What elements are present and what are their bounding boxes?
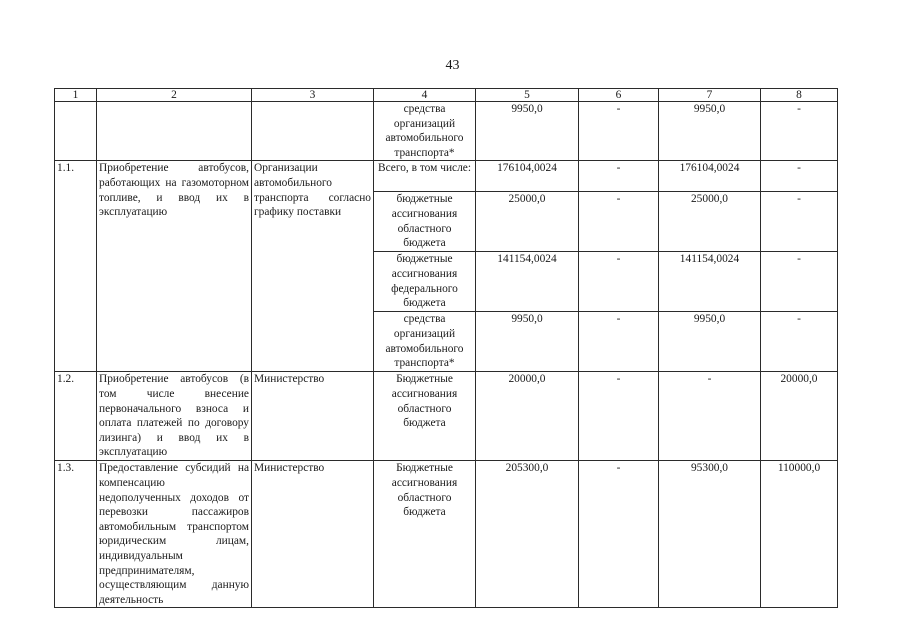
table-row	[55, 161, 838, 192]
cell-col6: -	[579, 161, 659, 192]
cell-source: бюджетные ассигнования областного бюджета	[374, 192, 476, 252]
cell-executor: Министерство	[252, 461, 374, 608]
cell-num: 1.2.	[55, 372, 97, 461]
column-number: 4	[374, 89, 476, 102]
cell-name	[97, 102, 252, 161]
cell-col7: 176104,0024	[659, 161, 761, 192]
cell-col7: 25000,0	[659, 192, 761, 252]
cell-col6: -	[579, 372, 659, 461]
cell-col7: 141154,0024	[659, 252, 761, 312]
cell-col8: -	[761, 161, 838, 192]
cell-col7: 9950,0	[659, 102, 761, 161]
cell-col6: -	[579, 312, 659, 372]
page-number: 43	[445, 58, 460, 73]
cell-total: 176104,0024	[476, 161, 579, 192]
column-number: 5	[476, 89, 579, 102]
cell-executor: Министерство	[252, 372, 374, 461]
table-row	[55, 461, 838, 608]
cell-col8: -	[761, 312, 838, 372]
column-number-row	[55, 89, 838, 102]
cell-source: средства организаций автомобильного транспорта*	[374, 312, 476, 372]
cell-col8: -	[761, 192, 838, 252]
cell-total: 205300,0	[476, 461, 579, 608]
cell-source: бюджетные ассигнования федерального бюджета	[374, 252, 476, 312]
column-number: 8	[761, 89, 838, 102]
column-number: 2	[97, 89, 252, 102]
column-number: 6	[579, 89, 659, 102]
cell-source: Бюджетные ассигнования областного бюджета	[374, 461, 476, 608]
column-number: 1	[55, 89, 97, 102]
cell-source: Всего, в том числе:	[374, 161, 476, 192]
cell-name: Предоставление субсидий на компенсацию недополученных доходов от перевозки пассажиров автомобильным транспортом юридическим лицам, индивидуальным предпринимателям, осуществляющим данную деятельность	[97, 461, 252, 608]
cell-col8: 20000,0	[761, 372, 838, 461]
cell-name: Приобретение автобусов, работающих на газомоторном топливе, и ввод их в эксплуатацию	[97, 161, 252, 372]
cell-source: средства организаций автомобильного транспорта*	[374, 102, 476, 161]
column-number: 3	[252, 89, 374, 102]
program-table	[54, 88, 838, 608]
cell-total: 141154,0024	[476, 252, 579, 312]
cell-col6: -	[579, 192, 659, 252]
cell-num: 1.3.	[55, 461, 97, 608]
cell-executor	[252, 102, 374, 161]
cell-col8: -	[761, 102, 838, 161]
cell-col6: -	[579, 252, 659, 312]
cell-num: 1.1.	[55, 161, 97, 372]
cell-total: 20000,0	[476, 372, 579, 461]
cell-col6: -	[579, 102, 659, 161]
table-row	[55, 102, 838, 161]
cell-source: Бюджетные ассигнования областного бюджета	[374, 372, 476, 461]
cell-name: Приобретение автобусов (в том числе внесение первоначального взноса и оплата платежей по договору лизинга) и ввод их в эксплуатацию	[97, 372, 252, 461]
cell-col8: 110000,0	[761, 461, 838, 608]
table-row	[55, 372, 838, 461]
cell-col8: -	[761, 252, 838, 312]
cell-col7: -	[659, 372, 761, 461]
cell-col7: 95300,0	[659, 461, 761, 608]
cell-num	[55, 102, 97, 161]
column-number: 7	[659, 89, 761, 102]
cell-col7: 9950,0	[659, 312, 761, 372]
cell-total: 9950,0	[476, 102, 579, 161]
cell-total: 25000,0	[476, 192, 579, 252]
cell-col6: -	[579, 461, 659, 608]
cell-executor: Организации автомобильного транспорта согласно графику поставки	[252, 161, 374, 372]
cell-total: 9950,0	[476, 312, 579, 372]
